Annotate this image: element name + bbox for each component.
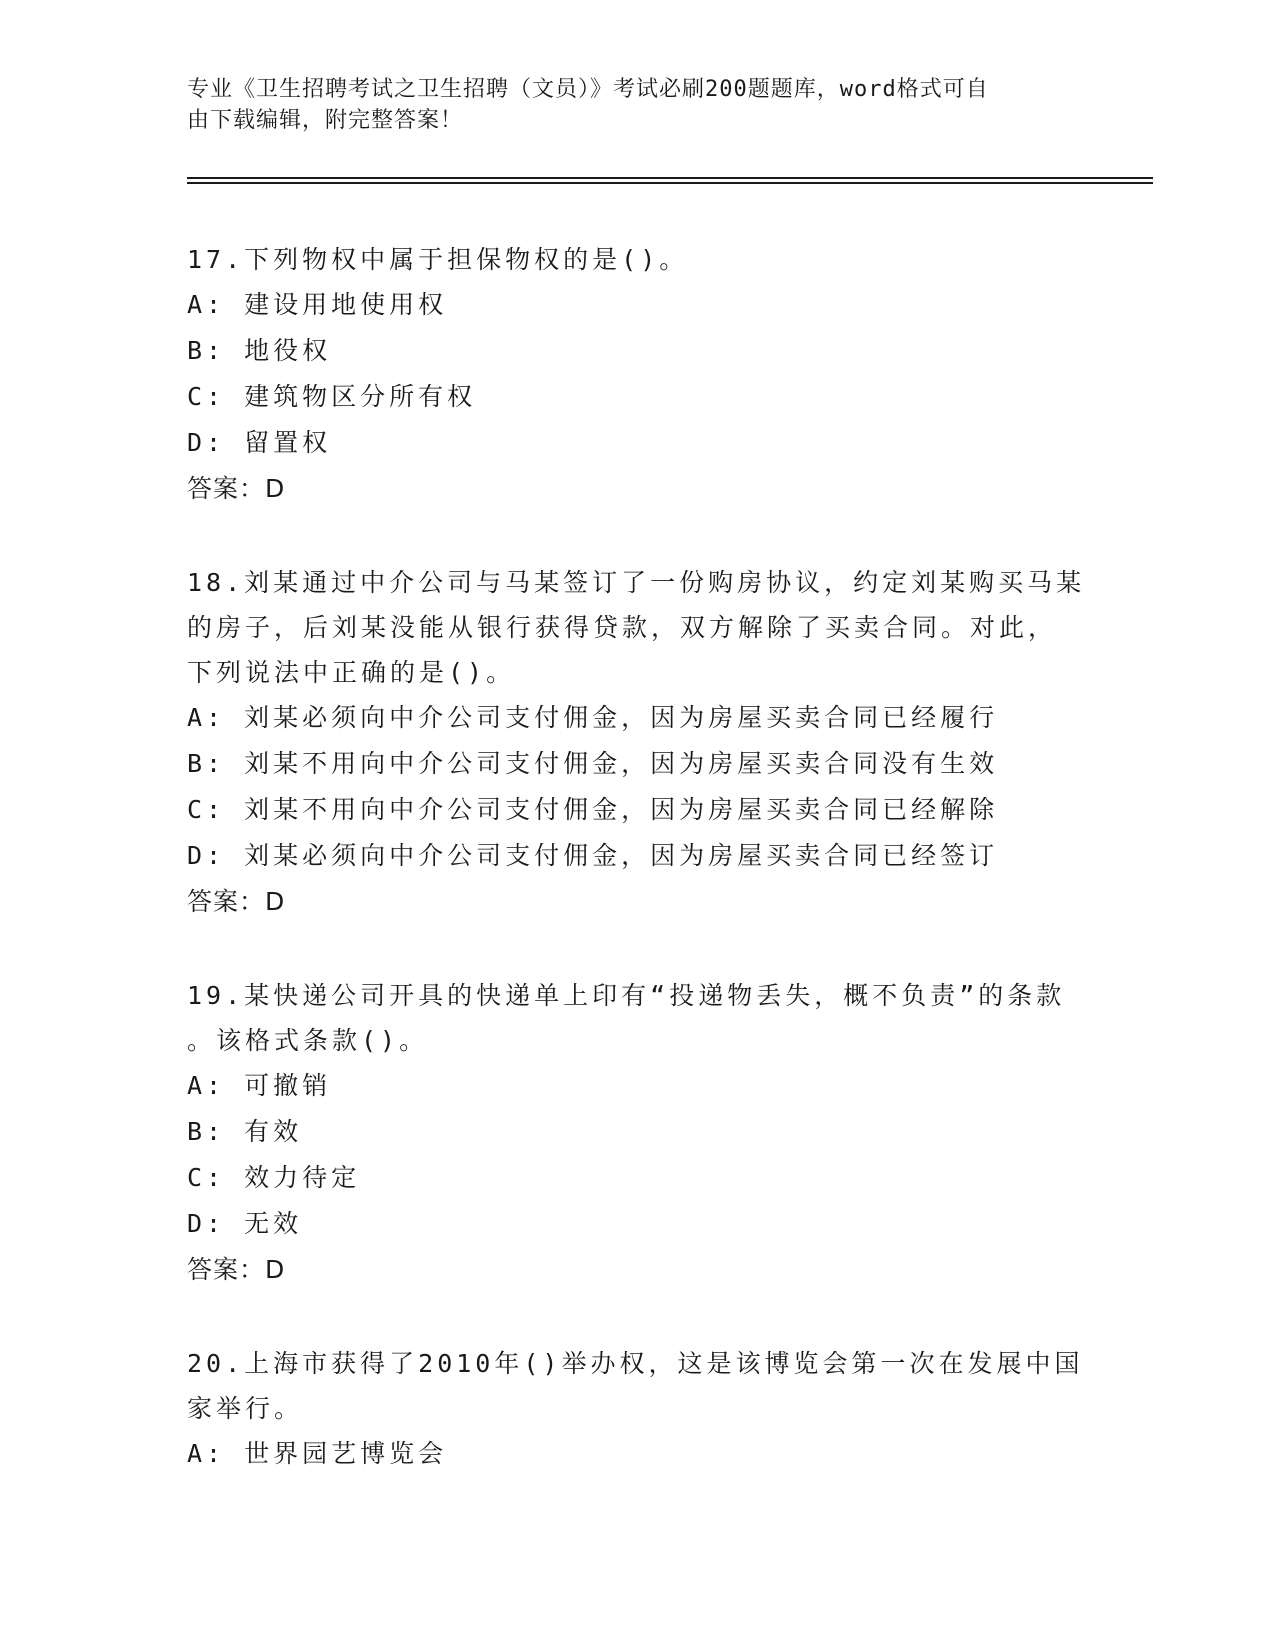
question-block	[187, 237, 1087, 512]
header-line-1: 专业《卫生招聘考试之卫生招聘（文员）》考试必刷200题题库，word格式可自	[187, 77, 989, 102]
option-text: 效力待定	[244, 1163, 361, 1192]
option-text: 无效	[244, 1209, 303, 1238]
question-stem-continued	[187, 1386, 1087, 1431]
option-item	[187, 282, 1087, 328]
option-text: 世界园艺博览会	[244, 1439, 448, 1468]
option-text: 建设用地使用权	[244, 290, 448, 319]
option-item	[187, 1431, 1087, 1477]
question-text: 家举行。	[187, 1394, 304, 1423]
answer-line: 答案：D	[187, 1255, 286, 1284]
question-text: 。该格式条款()。	[187, 1026, 429, 1055]
option-item	[187, 787, 1087, 833]
option-key: C:	[187, 382, 245, 411]
answer-line: 答案：D	[187, 887, 286, 916]
option-key: B:	[187, 1117, 245, 1146]
option-item	[187, 833, 1087, 879]
question-text: 下列物权中属于担保物权的是()。	[244, 245, 689, 274]
header-divider-top	[187, 177, 1153, 179]
option-item	[187, 374, 1087, 420]
option-item	[187, 1109, 1087, 1155]
question-stem-continued	[187, 1018, 1087, 1063]
question-stem-continued	[187, 650, 1087, 695]
document-header	[187, 74, 1067, 136]
header-divider-bottom	[187, 182, 1153, 184]
option-key: A:	[187, 1439, 245, 1468]
option-text: 地役权	[244, 336, 332, 365]
option-text: 建筑物区分所有权	[244, 382, 477, 411]
question-number: 20.	[187, 1349, 245, 1378]
question-list	[187, 237, 1087, 1525]
question-stem-continued	[187, 605, 1087, 650]
option-item	[187, 1155, 1087, 1201]
option-key: D:	[187, 428, 245, 457]
option-key: D:	[187, 1209, 245, 1238]
option-item	[187, 420, 1087, 466]
option-text: 刘某不用向中介公司支付佣金，因为房屋买卖合同没有生效	[244, 749, 999, 778]
option-item	[187, 328, 1087, 374]
question-number: 19.	[187, 981, 245, 1010]
option-text: 可撤销	[244, 1071, 332, 1100]
question-block	[187, 560, 1087, 925]
option-key: B:	[187, 749, 245, 778]
question-stem	[187, 237, 1087, 282]
option-text: 有效	[244, 1117, 303, 1146]
option-text: 留置权	[244, 428, 332, 457]
question-block	[187, 973, 1087, 1293]
option-item	[187, 695, 1087, 741]
question-text: 某快递公司开具的快递单上印有“投递物丢失，概不负责”的条款	[244, 981, 1066, 1010]
question-text: 上海市获得了2010年()举办权，这是该博览会第一次在发展中国	[244, 1349, 1084, 1378]
option-text: 刘某不用向中介公司支付佣金，因为房屋买卖合同已经解除	[244, 795, 999, 824]
header-line-2: 由下载编辑，附完整答案！	[187, 108, 464, 133]
option-text: 刘某必须向中介公司支付佣金，因为房屋买卖合同已经履行	[244, 703, 999, 732]
option-item	[187, 1063, 1087, 1109]
answer-line: 答案：D	[187, 474, 286, 503]
question-number: 18.	[187, 568, 245, 597]
question-number: 17.	[187, 245, 245, 274]
question-stem	[187, 560, 1087, 605]
question-stem	[187, 973, 1087, 1018]
question-stem	[187, 1341, 1087, 1386]
option-key: C:	[187, 795, 245, 824]
question-text: 刘某通过中介公司与马某签订了一份购房协议，约定刘某购买马某	[244, 568, 1086, 597]
question-block	[187, 1341, 1087, 1477]
option-item	[187, 1201, 1087, 1247]
option-key: A:	[187, 1071, 245, 1100]
option-key: A:	[187, 703, 245, 732]
option-key: B:	[187, 336, 245, 365]
option-key: A:	[187, 290, 245, 319]
question-text: 的房子，后刘某没能从银行获得贷款，双方解除了买卖合同。对此，	[187, 613, 1058, 642]
option-item	[187, 741, 1087, 787]
option-text: 刘某必须向中介公司支付佣金，因为房屋买卖合同已经签订	[244, 841, 999, 870]
question-text: 下列说法中正确的是()。	[187, 658, 516, 687]
option-key: D:	[187, 841, 245, 870]
option-key: C:	[187, 1163, 245, 1192]
